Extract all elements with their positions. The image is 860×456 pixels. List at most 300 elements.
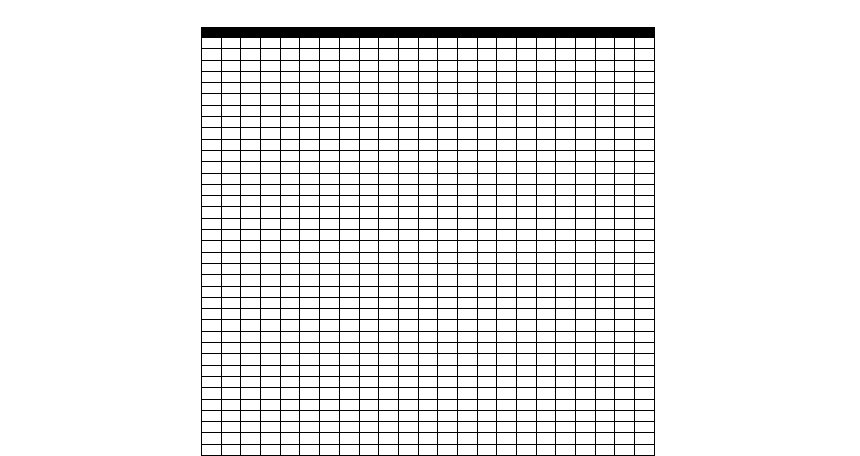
table-cell[interactable]: [536, 218, 556, 229]
table-cell[interactable]: [221, 433, 241, 444]
table-cell[interactable]: [556, 241, 576, 252]
table-cell[interactable]: [477, 128, 497, 139]
table-cell[interactable]: [418, 218, 438, 229]
table-cell[interactable]: [595, 218, 615, 229]
table-cell[interactable]: [221, 230, 241, 241]
table-cell[interactable]: [457, 376, 477, 387]
table-cell[interactable]: [202, 388, 222, 399]
table-cell[interactable]: [221, 422, 241, 433]
table-cell[interactable]: [398, 218, 418, 229]
table-cell[interactable]: [497, 399, 517, 410]
table-cell[interactable]: [339, 241, 359, 252]
table-cell[interactable]: [556, 263, 576, 274]
table-cell[interactable]: [497, 184, 517, 195]
table-cell[interactable]: [300, 252, 320, 263]
table-cell[interactable]: [635, 71, 655, 82]
table-cell[interactable]: [339, 399, 359, 410]
table-cell[interactable]: [595, 173, 615, 184]
table-cell[interactable]: [497, 162, 517, 173]
table-cell[interactable]: [398, 150, 418, 161]
table-cell[interactable]: [300, 433, 320, 444]
table-cell[interactable]: [320, 173, 340, 184]
table-cell[interactable]: [202, 399, 222, 410]
table-cell[interactable]: [595, 320, 615, 331]
table-cell[interactable]: [438, 94, 458, 105]
table-cell[interactable]: [477, 433, 497, 444]
table-cell[interactable]: [280, 286, 300, 297]
table-cell[interactable]: [517, 241, 537, 252]
table-cell[interactable]: [457, 422, 477, 433]
table-cell[interactable]: [477, 354, 497, 365]
table-cell[interactable]: [517, 230, 537, 241]
table-cell[interactable]: [300, 230, 320, 241]
table-cell[interactable]: [280, 399, 300, 410]
table-cell[interactable]: [556, 275, 576, 286]
table-cell[interactable]: [477, 275, 497, 286]
column-header[interactable]: [280, 28, 300, 38]
table-cell[interactable]: [398, 343, 418, 354]
table-cell[interactable]: [477, 343, 497, 354]
table-cell[interactable]: [241, 309, 261, 320]
table-cell[interactable]: [615, 38, 635, 49]
table-cell[interactable]: [615, 150, 635, 161]
table-cell[interactable]: [300, 49, 320, 60]
table-cell[interactable]: [477, 410, 497, 421]
table-cell[interactable]: [359, 433, 379, 444]
table-cell[interactable]: [418, 354, 438, 365]
table-cell[interactable]: [359, 320, 379, 331]
table-cell[interactable]: [497, 388, 517, 399]
table-cell[interactable]: [517, 320, 537, 331]
table-cell[interactable]: [556, 105, 576, 116]
table-cell[interactable]: [300, 388, 320, 399]
table-cell[interactable]: [497, 286, 517, 297]
table-cell[interactable]: [457, 252, 477, 263]
table-cell[interactable]: [517, 38, 537, 49]
table-cell[interactable]: [300, 83, 320, 94]
table-cell[interactable]: [477, 60, 497, 71]
table-cell[interactable]: [280, 252, 300, 263]
table-cell[interactable]: [359, 139, 379, 150]
table-cell[interactable]: [635, 139, 655, 150]
table-cell[interactable]: [339, 184, 359, 195]
column-header[interactable]: [379, 28, 399, 38]
table-cell[interactable]: [379, 83, 399, 94]
table-cell[interactable]: [595, 263, 615, 274]
table-cell[interactable]: [241, 71, 261, 82]
table-cell[interactable]: [595, 207, 615, 218]
table-cell[interactable]: [438, 162, 458, 173]
table-cell[interactable]: [300, 422, 320, 433]
table-cell[interactable]: [457, 410, 477, 421]
table-cell[interactable]: [320, 207, 340, 218]
table-cell[interactable]: [320, 71, 340, 82]
table-cell[interactable]: [280, 263, 300, 274]
table-cell[interactable]: [379, 354, 399, 365]
table-cell[interactable]: [615, 128, 635, 139]
table-cell[interactable]: [536, 196, 556, 207]
table-cell[interactable]: [576, 376, 596, 387]
table-cell[interactable]: [477, 230, 497, 241]
table-cell[interactable]: [359, 422, 379, 433]
table-cell[interactable]: [261, 60, 281, 71]
table-cell[interactable]: [497, 252, 517, 263]
table-cell[interactable]: [379, 162, 399, 173]
table-cell[interactable]: [536, 275, 556, 286]
table-cell[interactable]: [241, 275, 261, 286]
table-cell[interactable]: [517, 433, 537, 444]
table-cell[interactable]: [261, 230, 281, 241]
table-cell[interactable]: [517, 139, 537, 150]
table-cell[interactable]: [359, 399, 379, 410]
table-cell[interactable]: [359, 286, 379, 297]
table-cell[interactable]: [576, 241, 596, 252]
table-cell[interactable]: [320, 354, 340, 365]
table-cell[interactable]: [398, 241, 418, 252]
table-cell[interactable]: [517, 150, 537, 161]
table-cell[interactable]: [418, 365, 438, 376]
table-cell[interactable]: [202, 297, 222, 308]
table-cell[interactable]: [280, 331, 300, 342]
table-cell[interactable]: [635, 263, 655, 274]
table-cell[interactable]: [320, 139, 340, 150]
table-cell[interactable]: [576, 49, 596, 60]
table-cell[interactable]: [418, 331, 438, 342]
table-cell[interactable]: [536, 83, 556, 94]
table-cell[interactable]: [438, 38, 458, 49]
table-cell[interactable]: [300, 162, 320, 173]
table-cell[interactable]: [418, 94, 438, 105]
table-cell[interactable]: [536, 105, 556, 116]
table-cell[interactable]: [438, 196, 458, 207]
table-cell[interactable]: [438, 71, 458, 82]
table-cell[interactable]: [576, 230, 596, 241]
table-cell[interactable]: [339, 230, 359, 241]
table-cell[interactable]: [221, 218, 241, 229]
table-cell[interactable]: [221, 117, 241, 128]
table-cell[interactable]: [261, 83, 281, 94]
table-cell[interactable]: [438, 275, 458, 286]
table-cell[interactable]: [536, 71, 556, 82]
table-cell[interactable]: [261, 320, 281, 331]
table-cell[interactable]: [595, 38, 615, 49]
table-cell[interactable]: [517, 309, 537, 320]
table-cell[interactable]: [576, 331, 596, 342]
table-cell[interactable]: [261, 173, 281, 184]
table-cell[interactable]: [202, 343, 222, 354]
table-cell[interactable]: [615, 105, 635, 116]
table-cell[interactable]: [359, 263, 379, 274]
table-cell[interactable]: [418, 150, 438, 161]
table-cell[interactable]: [320, 297, 340, 308]
table-cell[interactable]: [241, 343, 261, 354]
table-cell[interactable]: [615, 376, 635, 387]
table-cell[interactable]: [438, 433, 458, 444]
table-cell[interactable]: [320, 252, 340, 263]
table-cell[interactable]: [300, 128, 320, 139]
table-cell[interactable]: [339, 422, 359, 433]
table-cell[interactable]: [635, 162, 655, 173]
table-cell[interactable]: [418, 309, 438, 320]
table-cell[interactable]: [280, 38, 300, 49]
table-cell[interactable]: [595, 71, 615, 82]
table-cell[interactable]: [202, 173, 222, 184]
table-cell[interactable]: [438, 218, 458, 229]
table-cell[interactable]: [595, 139, 615, 150]
table-cell[interactable]: [595, 241, 615, 252]
table-cell[interactable]: [595, 117, 615, 128]
table-cell[interactable]: [497, 297, 517, 308]
table-cell[interactable]: [615, 71, 635, 82]
table-cell[interactable]: [615, 173, 635, 184]
table-cell[interactable]: [438, 343, 458, 354]
table-cell[interactable]: [398, 309, 418, 320]
table-cell[interactable]: [457, 139, 477, 150]
table-cell[interactable]: [398, 263, 418, 274]
table-cell[interactable]: [576, 309, 596, 320]
table-cell[interactable]: [300, 150, 320, 161]
table-cell[interactable]: [497, 218, 517, 229]
table-cell[interactable]: [517, 105, 537, 116]
table-cell[interactable]: [221, 263, 241, 274]
table-cell[interactable]: [221, 128, 241, 139]
table-cell[interactable]: [438, 241, 458, 252]
table-cell[interactable]: [457, 275, 477, 286]
table-cell[interactable]: [379, 343, 399, 354]
table-cell[interactable]: [457, 320, 477, 331]
table-cell[interactable]: [497, 196, 517, 207]
table-cell[interactable]: [339, 376, 359, 387]
table-cell[interactable]: [241, 433, 261, 444]
table-cell[interactable]: [379, 60, 399, 71]
table-cell[interactable]: [635, 218, 655, 229]
table-cell[interactable]: [280, 83, 300, 94]
table-cell[interactable]: [438, 399, 458, 410]
table-cell[interactable]: [320, 388, 340, 399]
table-cell[interactable]: [576, 105, 596, 116]
table-cell[interactable]: [300, 218, 320, 229]
table-cell[interactable]: [497, 105, 517, 116]
table-cell[interactable]: [517, 263, 537, 274]
table-cell[interactable]: [457, 71, 477, 82]
table-cell[interactable]: [457, 343, 477, 354]
table-cell[interactable]: [615, 49, 635, 60]
table-cell[interactable]: [457, 286, 477, 297]
table-cell[interactable]: [477, 184, 497, 195]
table-cell[interactable]: [300, 320, 320, 331]
table-cell[interactable]: [517, 365, 537, 376]
table-cell[interactable]: [438, 297, 458, 308]
table-cell[interactable]: [576, 94, 596, 105]
table-cell[interactable]: [379, 173, 399, 184]
table-cell[interactable]: [221, 94, 241, 105]
table-cell[interactable]: [556, 139, 576, 150]
table-cell[interactable]: [359, 105, 379, 116]
table-cell[interactable]: [635, 376, 655, 387]
table-cell[interactable]: [418, 38, 438, 49]
table-cell[interactable]: [635, 388, 655, 399]
table-cell[interactable]: [300, 207, 320, 218]
table-cell[interactable]: [261, 241, 281, 252]
table-cell[interactable]: [457, 331, 477, 342]
table-cell[interactable]: [221, 71, 241, 82]
table-cell[interactable]: [497, 320, 517, 331]
table-cell[interactable]: [359, 230, 379, 241]
table-cell[interactable]: [379, 320, 399, 331]
table-cell[interactable]: [497, 433, 517, 444]
table-cell[interactable]: [320, 331, 340, 342]
table-cell[interactable]: [556, 365, 576, 376]
table-cell[interactable]: [477, 196, 497, 207]
table-cell[interactable]: [635, 399, 655, 410]
table-cell[interactable]: [595, 83, 615, 94]
table-cell[interactable]: [615, 399, 635, 410]
table-cell[interactable]: [339, 94, 359, 105]
table-cell[interactable]: [320, 422, 340, 433]
table-cell[interactable]: [241, 173, 261, 184]
table-cell[interactable]: [359, 410, 379, 421]
table-cell[interactable]: [635, 309, 655, 320]
table-cell[interactable]: [261, 184, 281, 195]
table-cell[interactable]: [576, 173, 596, 184]
table-cell[interactable]: [280, 173, 300, 184]
table-cell[interactable]: [457, 128, 477, 139]
table-cell[interactable]: [202, 49, 222, 60]
column-header[interactable]: [438, 28, 458, 38]
table-cell[interactable]: [221, 343, 241, 354]
table-cell[interactable]: [241, 94, 261, 105]
table-cell[interactable]: [615, 207, 635, 218]
table-cell[interactable]: [457, 60, 477, 71]
table-cell[interactable]: [595, 354, 615, 365]
table-cell[interactable]: [379, 410, 399, 421]
table-cell[interactable]: [556, 196, 576, 207]
table-cell[interactable]: [536, 297, 556, 308]
table-cell[interactable]: [438, 263, 458, 274]
table-cell[interactable]: [497, 354, 517, 365]
table-cell[interactable]: [339, 297, 359, 308]
table-cell[interactable]: [595, 150, 615, 161]
table-cell[interactable]: [261, 139, 281, 150]
table-cell[interactable]: [576, 184, 596, 195]
column-header[interactable]: [457, 28, 477, 38]
table-cell[interactable]: [457, 297, 477, 308]
table-cell[interactable]: [280, 117, 300, 128]
table-cell[interactable]: [556, 218, 576, 229]
table-cell[interactable]: [280, 230, 300, 241]
table-cell[interactable]: [398, 196, 418, 207]
table-cell[interactable]: [202, 376, 222, 387]
table-cell[interactable]: [418, 128, 438, 139]
table-cell[interactable]: [339, 252, 359, 263]
table-cell[interactable]: [517, 343, 537, 354]
table-cell[interactable]: [339, 365, 359, 376]
table-cell[interactable]: [221, 388, 241, 399]
table-cell[interactable]: [576, 388, 596, 399]
table-cell[interactable]: [202, 433, 222, 444]
table-cell[interactable]: [300, 173, 320, 184]
table-cell[interactable]: [398, 207, 418, 218]
table-cell[interactable]: [339, 162, 359, 173]
column-header[interactable]: [418, 28, 438, 38]
table-cell[interactable]: [635, 230, 655, 241]
table-cell[interactable]: [635, 286, 655, 297]
table-cell[interactable]: [339, 128, 359, 139]
table-cell[interactable]: [536, 230, 556, 241]
table-cell[interactable]: [576, 117, 596, 128]
table-cell[interactable]: [221, 399, 241, 410]
table-cell[interactable]: [556, 128, 576, 139]
table-cell[interactable]: [359, 388, 379, 399]
table-cell[interactable]: [320, 60, 340, 71]
table-cell[interactable]: [517, 399, 537, 410]
table-cell[interactable]: [536, 139, 556, 150]
table-cell[interactable]: [379, 139, 399, 150]
table-cell[interactable]: [635, 207, 655, 218]
table-cell[interactable]: [202, 263, 222, 274]
table-cell[interactable]: [202, 196, 222, 207]
table-cell[interactable]: [261, 207, 281, 218]
table-cell[interactable]: [517, 275, 537, 286]
table-cell[interactable]: [477, 286, 497, 297]
table-cell[interactable]: [202, 83, 222, 94]
table-cell[interactable]: [398, 297, 418, 308]
table-cell[interactable]: [477, 263, 497, 274]
table-cell[interactable]: [615, 83, 635, 94]
table-cell[interactable]: [359, 331, 379, 342]
table-cell[interactable]: [379, 275, 399, 286]
table-cell[interactable]: [615, 297, 635, 308]
table-cell[interactable]: [536, 117, 556, 128]
table-cell[interactable]: [497, 128, 517, 139]
table-cell[interactable]: [576, 60, 596, 71]
table-cell[interactable]: [576, 286, 596, 297]
table-cell[interactable]: [517, 422, 537, 433]
table-cell[interactable]: [418, 71, 438, 82]
table-cell[interactable]: [635, 275, 655, 286]
table-cell[interactable]: [261, 376, 281, 387]
table-cell[interactable]: [497, 241, 517, 252]
table-cell[interactable]: [536, 388, 556, 399]
table-cell[interactable]: [418, 105, 438, 116]
table-cell[interactable]: [517, 196, 537, 207]
table-cell[interactable]: [556, 286, 576, 297]
table-cell[interactable]: [202, 252, 222, 263]
table-cell[interactable]: [241, 207, 261, 218]
table-cell[interactable]: [261, 117, 281, 128]
table-cell[interactable]: [221, 275, 241, 286]
table-cell[interactable]: [202, 162, 222, 173]
table-cell[interactable]: [556, 38, 576, 49]
table-cell[interactable]: [398, 433, 418, 444]
table-cell[interactable]: [536, 309, 556, 320]
table-cell[interactable]: [280, 60, 300, 71]
table-cell[interactable]: [280, 297, 300, 308]
table-cell[interactable]: [517, 71, 537, 82]
table-cell[interactable]: [398, 230, 418, 241]
table-cell[interactable]: [379, 286, 399, 297]
table-cell[interactable]: [359, 49, 379, 60]
table-cell[interactable]: [300, 94, 320, 105]
table-cell[interactable]: [379, 399, 399, 410]
column-header[interactable]: [339, 28, 359, 38]
table-cell[interactable]: [339, 410, 359, 421]
table-cell[interactable]: [556, 331, 576, 342]
table-cell[interactable]: [477, 117, 497, 128]
table-cell[interactable]: [438, 230, 458, 241]
table-cell[interactable]: [457, 241, 477, 252]
table-cell[interactable]: [536, 128, 556, 139]
